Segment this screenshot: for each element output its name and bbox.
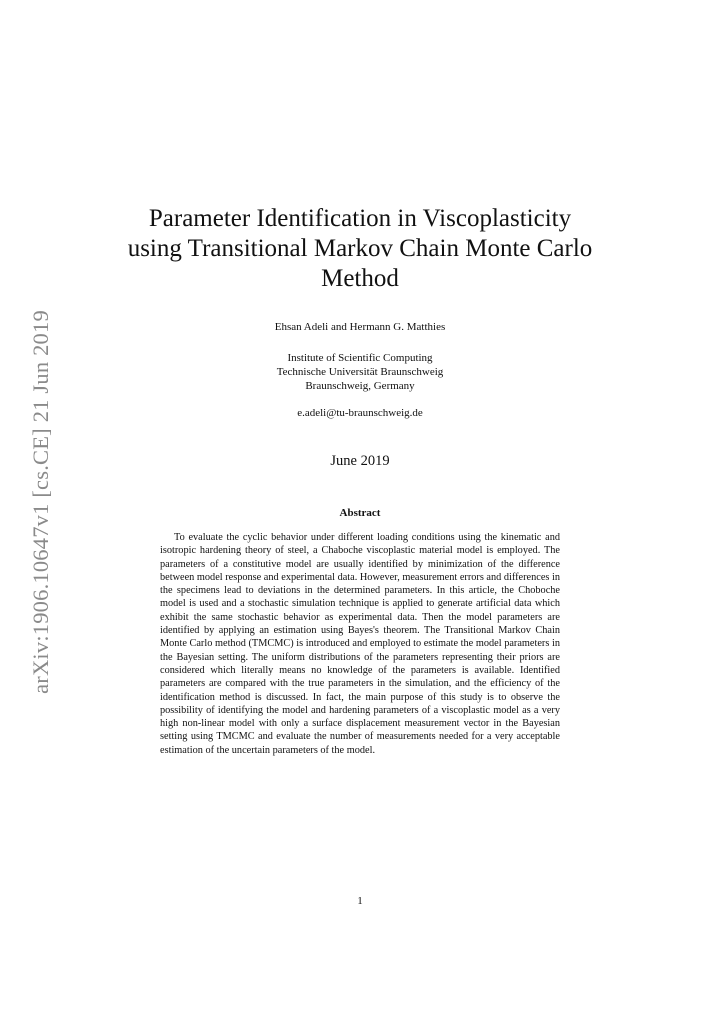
abstract-heading: Abstract — [339, 507, 381, 519]
affiliation-line: Technische Universität Braunschweig — [276, 366, 444, 378]
publication-date: June 2019 — [330, 453, 390, 469]
paper-title — [110, 204, 610, 294]
affiliation-line: Braunschweig, Germany — [305, 380, 415, 392]
affiliation — [110, 351, 610, 393]
title-line: using Transitional Markov Chain Monte Carlo — [127, 235, 593, 262]
title-line: Parameter Identification in Viscoplasticity — [148, 205, 572, 232]
page-number: 1 — [357, 895, 363, 907]
abstract-body: To evaluate the cyclic behavior under different loading conditions using the kinematic and isotropic hardening theory of steel, a Chaboche viscoplastic material model is employed. The parameters of a constitutive model are usually identified by minimization of the difference between model response and experimental data. However, measurement errors and differences in the specimens lead to deviations in the determined parameters. In this article, the Choboche model is used and a stochastic simulation technique is applied to generate artificial data which exhibit the same stochastic behavior as experimental data. Then the model parameters are identified by applying an estimation using Bayes's theorem. The Transitional Markov Chain Monte Carlo method (TMCMC) is introduced and employed to estimate the model parameters in the Bayesian setting. The uniform distributions of the parameters representing their priors are considered which literally means no knowledge of the parameters is available. Identified parameters are compared with the true parameters in the simulation, and the efficiency of the identification method is discussed. In fact, the main purpose of this study is to observe the possibility of identifying the model and hardening parameters of a viscoplastic model as a very high non-linear model with only a surface displacement measurement vector in the Bayesian setting using TMCMC and evaluate the number of measurements needed for a very acceptable estimation of the uncertain parameters of the model. — [160, 532, 560, 756]
author-list: Ehsan Adeli and Hermann G. Matthies — [274, 321, 446, 333]
title-line: Method — [321, 265, 399, 292]
affiliation-line: Institute of Scientific Computing — [287, 352, 433, 364]
author-email: e.adeli@tu-braunschweig.de — [297, 407, 423, 419]
arxiv-identifier-stamp: arXiv:1906.10647v1 [cs.CE] 21 Jun 2019 — [28, 310, 53, 694]
